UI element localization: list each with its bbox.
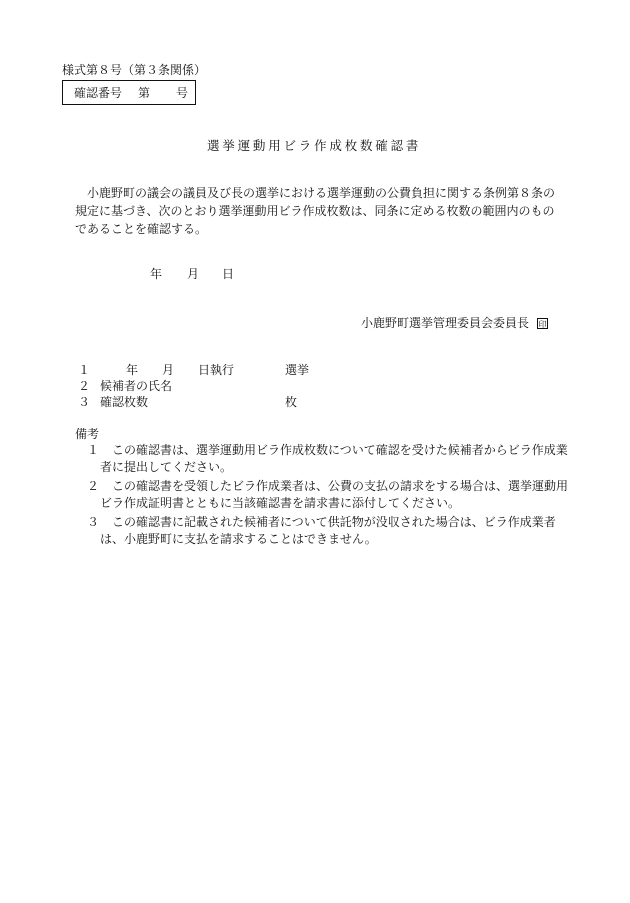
body-paragraph bbox=[75, 184, 575, 238]
notes-list bbox=[75, 442, 575, 550]
item-1-number: １ bbox=[78, 363, 91, 377]
note-2 bbox=[75, 478, 575, 512]
item-3-label: 確認枚数 bbox=[100, 395, 149, 409]
note-3 bbox=[75, 514, 575, 548]
note-3-text: この確認書に記載された候補者について供託物が没収された場合は、ビラ作成業者は、小鹿野町に支払を請求することはできません。 bbox=[100, 515, 556, 546]
form-code: 様式第８号（第３条関係） bbox=[62, 63, 207, 77]
seal-mark: 印 bbox=[538, 320, 547, 329]
item-2-label: 候補者の氏名 bbox=[100, 379, 173, 393]
confirmation-number-dai: 第 bbox=[138, 86, 151, 100]
date-year: 年 bbox=[150, 267, 163, 281]
notes-heading: 備考 bbox=[75, 427, 100, 441]
document-title: 選挙運動用ビラ作成枚数確認書 bbox=[207, 138, 422, 153]
item-1-day-executed: 日執行 bbox=[198, 363, 235, 377]
date-month: 月 bbox=[187, 267, 200, 281]
issuer-name: 小鹿野町選挙管理委員会委員長 bbox=[361, 316, 530, 330]
note-2-text: この確認書を受領したビラ作成業者は、公費の支払の請求をする場合は、選挙運動用ビラ作成証明書とともに当該確認書を請求書に添付してください。 bbox=[100, 479, 569, 510]
item-1-year: 年 bbox=[126, 363, 139, 377]
note-2-number: ２ bbox=[87, 479, 100, 493]
confirmation-number-box bbox=[62, 80, 196, 105]
body-line-3: であることを確認する。 bbox=[75, 222, 208, 236]
issuer-line bbox=[361, 315, 548, 331]
note-1-text: この確認書は、選挙運動用ビラ作成枚数について確認を受けた候補者からビラ作成業者に提出してください。 bbox=[100, 443, 568, 474]
note-1-number: １ bbox=[87, 443, 100, 457]
body-line-2: 規定に基づき、次のとおり選挙運動用ビラ作成枚数は、同条に定める枚数の範囲内のもの bbox=[75, 204, 555, 218]
item-3-unit: 枚 bbox=[285, 395, 298, 409]
note-1 bbox=[75, 442, 575, 476]
body-line-1: 小鹿野町の議会の議員及び長の選挙における選挙運動の公費負担に関する条例第８条の bbox=[87, 186, 556, 200]
confirmation-number-label: 確認番号 bbox=[74, 86, 123, 100]
item-1-month: 月 bbox=[162, 363, 175, 377]
item-2-number: ２ bbox=[78, 379, 91, 393]
date-day: 日 bbox=[222, 267, 235, 281]
item-3-number: ３ bbox=[78, 395, 91, 409]
note-3-number: ３ bbox=[87, 515, 100, 529]
item-1-election: 選挙 bbox=[285, 363, 310, 377]
confirmation-number-go: 号 bbox=[176, 86, 189, 100]
